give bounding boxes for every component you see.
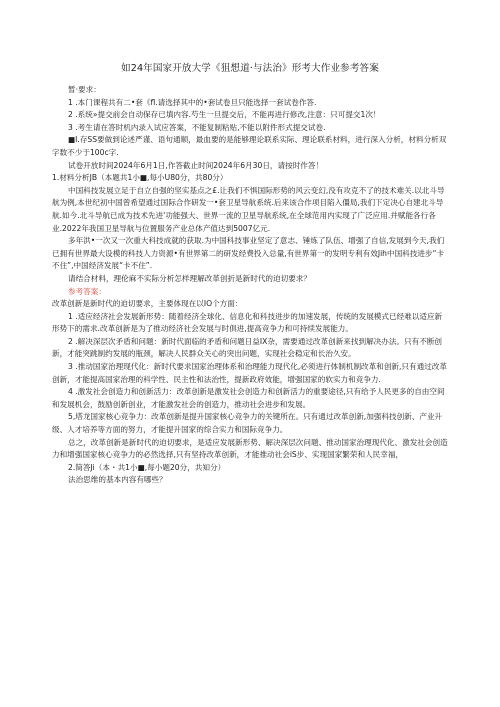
notice-item: 1 .本门课程共有二•套《fl.请选择其中的•套试卷旦只能选择一套试卷作答. [68, 97, 317, 107]
material-paragraph: 多年洪•一次又一次重大科技成就的获取.为中国科技事业坚定了意志、锤炼了队伍、增强了自信,发展到今天,我们已拥有世界最大设模的科技人力资源•有世界第二的研发经费投入总量,有世界第一的发明专利有效Jih中国科技进步“卡不住”,中国经济发展“卡不住”. [52, 236, 445, 271]
answer-point: 4 .激发社会创造力和创新活力：改革创新是激发社会创造力和创新活力的重要途径,只有给予人民更多的自由空间和发展机会，鼓励创新创业，才能激发社会的创造力，推动社会进步和发展。 [52, 387, 445, 409]
answer-point: 5,塔龙国家核心竞争力：改革创新是提升国家核心竞争力的关键所在。只有通过改革创新,加强科技创新、产业升级、人才培养等方面的努力，才能提升国家的综合实力和国际竞争力。 [52, 412, 443, 435]
notice-heading: 暂·要求： [68, 85, 101, 94]
section2-question: 法治思维的基本内容有哪些？ [68, 475, 167, 485]
answer-summary: 总之，改革创新是新时代的迫切要求，是适应发展新形势、解决深层次问题、推动国家治理现代化、激发社会创造力和增强国家核心竞争力的必然选择,只有坚持改革创新，才能推动社会iS步、实现国家繁荣和人民幸福， [52, 437, 448, 460]
section-heading: 2.简答Ji（本・共1小■,每小题20分，共知分） [68, 462, 226, 472]
answer-label: 参考答案： [68, 286, 106, 296]
notice-item: 试卷开放时间2024年6月1日,作答截止时间2024年6月30日，请按时作答！ [68, 160, 324, 170]
answer-point: 2 .解决深层次矛盾和问题：新时代面临的矛盾和问题日益IX杂，需要通过改革创新来找到解决办法。只有不断创新，才能突跳制约发展的瓶颈，解决人民群众关心的突出问题，实现社会稳定和长治久安。 [52, 336, 443, 359]
answer-intro: 改革创新是新时代的迫切要求，主要体现在以IO个方面： [52, 299, 243, 309]
notice-item: 3 .考生请在答时机内录入试应答案，不能复制粘贴,不能以附件形式提交试卷. [68, 122, 326, 132]
material-paragraph: 中国科技发展立足于自立自强的坚实基点之£.让我们不惧国际形势的风云变幻,没有攻克不了的技术难关.以北斗导航为例,本世纪初中国曾希望通过国际合作研发一•套卫星导航系统.后来该合作项目陷入僵局,我们下定决心自建北斗导航.如今.北斗导航已成为技术先进'功能强大、世界一流的卫星导航系统,在全球范用内实现了广泛应用.并赋能各行各业.2022年我国卫星导航与位置服务产业总体产值达到5007亿元. [52, 185, 445, 233]
section-heading: 1.材料分析JB（本题共1小■,每小U80分，共80分） [52, 173, 228, 183]
answer-point: 3 .推动国家治理现代化：新时代要求国家治理体系和治理能力现代化,必须进行体制机制改革和创新,只有通过改革创新，才能提高国家治理的科学性、民主性和法治性，提新政府效能，增强国家的软实力和竞争力. [52, 362, 447, 384]
question-text: 请结合材料，理伦麻不实际分析怎样理解改革创折是新时代的迫切要求？ [68, 273, 311, 283]
document-title: 如24年国家开放大学《狙想道·与法治》形考大作业参考答案 [121, 63, 379, 74]
notice-item: ■I.存SS要做到论述严谨、语句通顺，最血要的是能够理论联系实际、理论联系材料，进行深入分析，材料分析双字数不少于100c字. [52, 135, 447, 157]
answer-point: 1 .适应经济社会发展新形势：随着经济全球化、信息化和科技进步的加速发展，传统的发展模式已经难以适应新形势下的需求.改革创新是为了推动经济社会发展与时俱进,提高竞争力和可持续发展能力。 [52, 311, 443, 334]
document-body [52, 84, 448, 487]
notice-item: 2 .系统»提交前会自动保存已填内容.芍生一旦提交后，不能再进行修改,注意：只可提交1次！ [68, 110, 381, 120]
